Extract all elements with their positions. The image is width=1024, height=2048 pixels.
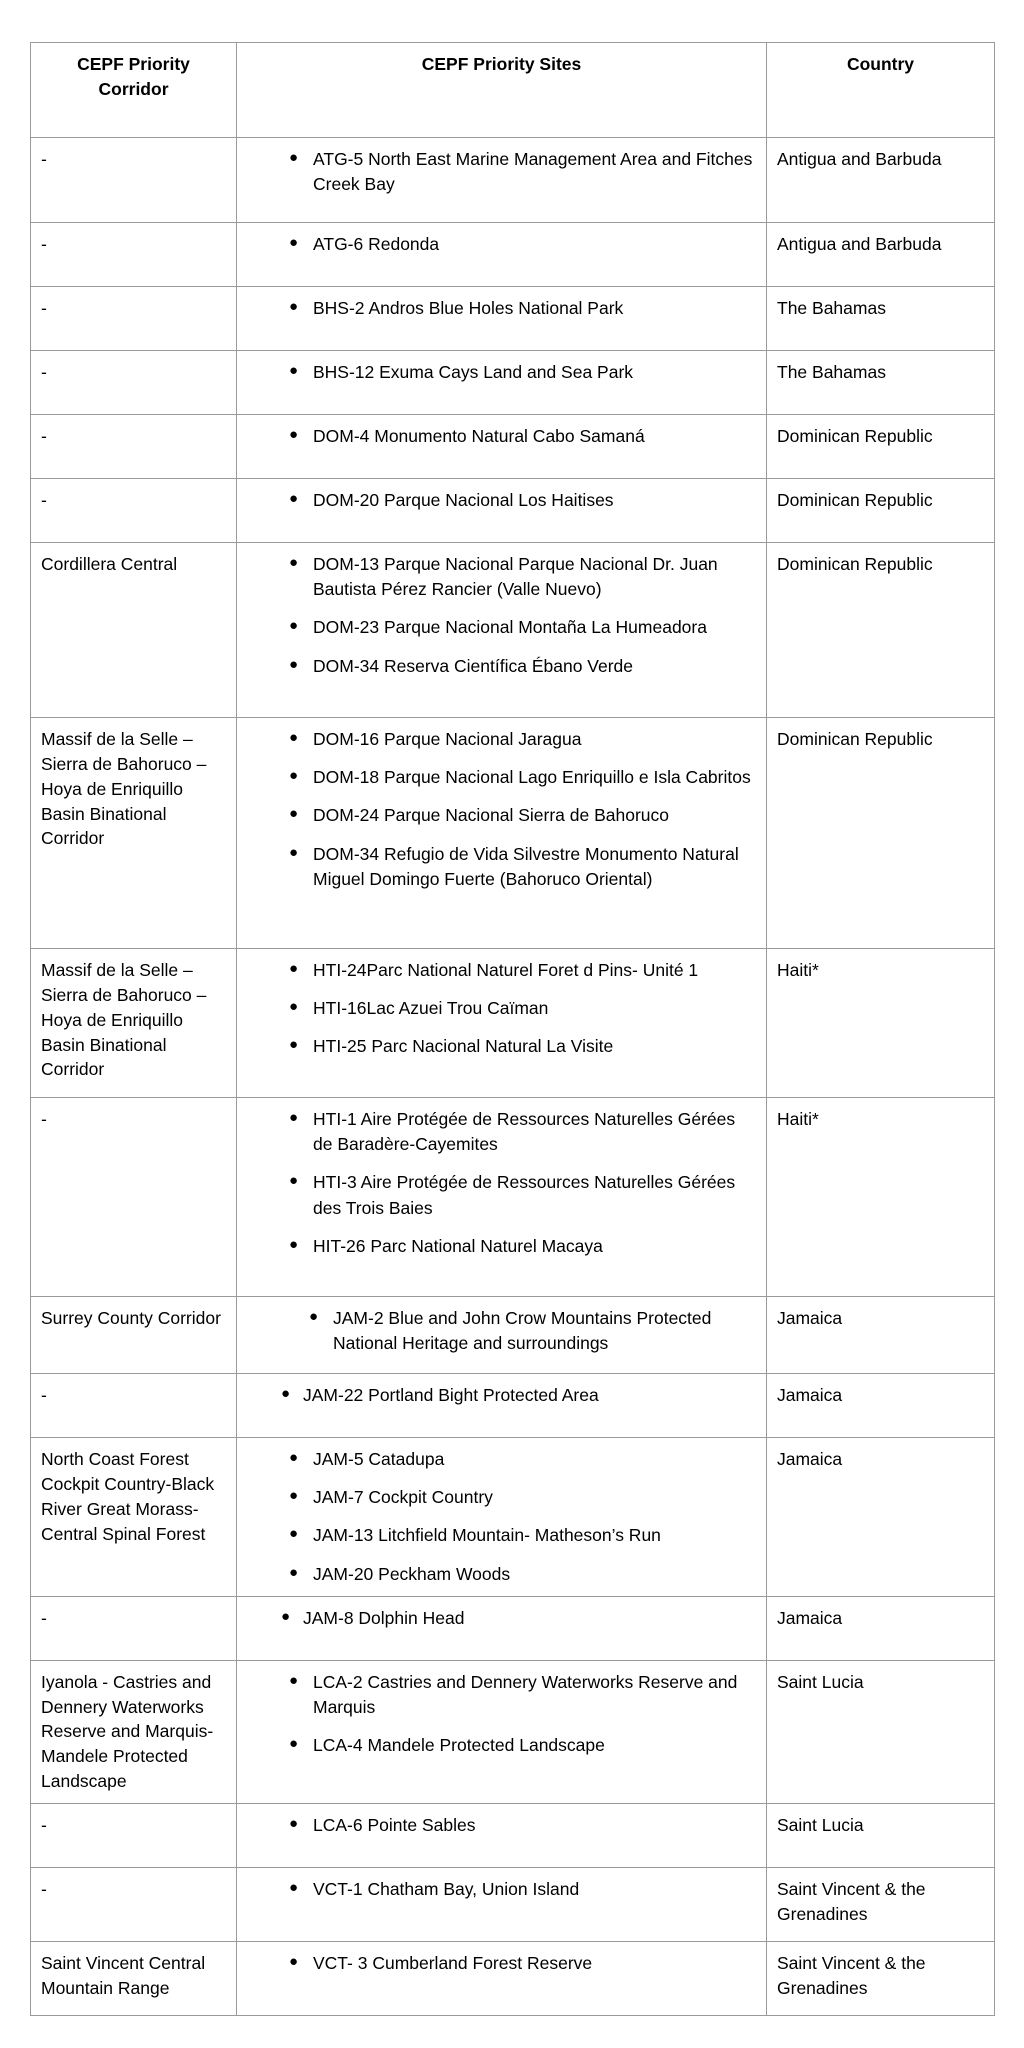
site-list [247, 1107, 756, 1259]
site-label: JAM-5 Catadupa [313, 1449, 445, 1469]
bullet-icon: ● [289, 490, 299, 507]
table-row [31, 138, 995, 223]
table-row [31, 223, 995, 287]
column-header-country: Country [767, 43, 995, 138]
table-row [31, 1803, 995, 1867]
cell-sites [237, 1803, 767, 1867]
cell-country: Haiti* [767, 1098, 995, 1297]
bullet-icon: ● [289, 426, 299, 443]
site-list-item [247, 1170, 756, 1220]
bullet-icon: ● [289, 617, 299, 635]
site-label: DOM-34 Reserva Científica Ébano Verde [313, 655, 634, 676]
bullet-icon: ● [289, 998, 299, 1016]
site-list-item [247, 615, 756, 640]
cell-country: Saint Vincent & the Grenadines [767, 1941, 995, 2015]
site-list-item [247, 1234, 756, 1259]
site-list-item [247, 1670, 756, 1720]
bullet-icon: ● [289, 1487, 299, 1505]
cell-corridor: Cordillera Central [31, 543, 237, 718]
bullet-icon: ● [289, 960, 299, 977]
bullet-icon: ● [289, 1172, 299, 1190]
cell-country: Saint Lucia [767, 1803, 995, 1867]
site-label: VCT- 3 Cumberland Forest Reserve [313, 1952, 593, 1973]
site-list-item [247, 1107, 756, 1157]
table-row [31, 1098, 995, 1297]
site-list-item [247, 1606, 756, 1631]
site-list [247, 1606, 756, 1631]
site-label: HTI-24Parc National Naturel Foret d Pins- Unité 1 [313, 960, 699, 980]
bullet-icon: ● [289, 362, 299, 379]
cell-sites [237, 223, 767, 287]
cell-country: Dominican Republic [767, 415, 995, 479]
site-list-item [247, 1951, 756, 1976]
bullet-icon: ● [289, 1563, 299, 1581]
site-list-item [247, 488, 756, 513]
site-label: HTI-16Lac Azuei Trou Caïman [313, 998, 549, 1019]
cell-corridor: North Coast Forest Cockpit Country-Black River Great Morass-Central Spinal Forest [31, 1438, 237, 1597]
site-list [247, 1306, 756, 1356]
cepf-priority-sites-table [30, 42, 995, 2016]
cell-corridor: - [31, 287, 237, 351]
site-list-item [247, 1383, 756, 1408]
cell-sites [237, 1297, 767, 1374]
table-row [31, 287, 995, 351]
bullet-icon: ● [289, 767, 299, 785]
site-list-item [247, 296, 756, 321]
site-list [247, 727, 756, 892]
cell-sites [237, 543, 767, 718]
cell-sites [237, 1867, 767, 1941]
cell-country: Antigua and Barbuda [767, 138, 995, 223]
cell-corridor: - [31, 1596, 237, 1660]
bullet-icon: ● [289, 655, 299, 673]
cell-corridor: Iyanola - Castries and Dennery Waterworks Reserve and Marquis-Mandele Protected Landscape [31, 1660, 237, 1803]
cell-sites [237, 1941, 767, 2015]
site-label: LCA-2 Castries and Dennery Waterworks Reserve and Marquis [313, 1671, 738, 1717]
bullet-icon: ● [289, 554, 299, 571]
table-row [31, 1297, 995, 1374]
cell-sites [237, 949, 767, 1098]
cell-country: Haiti* [767, 949, 995, 1098]
site-label: HTI-3 Aire Protégée de Ressources Naturelles Gérées des Trois Baies [313, 1172, 736, 1218]
cell-country: Antigua and Barbuda [767, 223, 995, 287]
site-label: DOM-13 Parque Nacional Parque Nacional Dr. Juan Bautista Pérez Rancier (Valle Nuevo) [313, 554, 718, 600]
site-list-item [247, 232, 756, 257]
site-list-item [247, 958, 756, 983]
table-row [31, 1867, 995, 1941]
site-label: JAM-8 Dolphin Head [303, 1607, 465, 1628]
site-list [247, 552, 756, 679]
site-list-item [247, 1877, 756, 1902]
cell-country: Dominican Republic [767, 718, 995, 949]
bullet-icon: ● [281, 1385, 291, 1402]
site-label: HTI-25 Parc Nacional Natural La Visite [313, 1036, 614, 1057]
site-label: DOM-34 Refugio de Vida Silvestre Monumento Natural Miguel Domingo Fuerte (Bahoruco Oriental) [313, 843, 739, 889]
cell-sites [237, 1438, 767, 1597]
site-list [247, 424, 756, 449]
cell-country: Jamaica [767, 1374, 995, 1438]
site-label: DOM-4 Monumento Natural Cabo Samaná [313, 426, 645, 446]
site-list-item [247, 1733, 756, 1758]
cell-corridor: - [31, 1867, 237, 1941]
site-list-item [247, 842, 756, 892]
site-label: HIT-26 Parc National Naturel Macaya [313, 1235, 603, 1256]
site-list-item [247, 1485, 756, 1510]
site-label: LCA-6 Pointe Sables [313, 1814, 476, 1835]
site-label: ATG-5 North East Marine Management Area and Fitches Creek Bay [313, 149, 753, 195]
site-list-item [247, 1306, 756, 1356]
cell-country: The Bahamas [767, 351, 995, 415]
cell-country: Jamaica [767, 1596, 995, 1660]
site-label: JAM-20 Peckham Woods [313, 1563, 511, 1584]
bullet-icon: ● [289, 1525, 299, 1543]
bullet-icon: ● [289, 729, 299, 746]
bullet-icon: ● [289, 1109, 299, 1126]
cell-country: Dominican Republic [767, 479, 995, 543]
site-list-item [247, 1034, 756, 1059]
cell-corridor: - [31, 1374, 237, 1438]
cell-corridor: - [31, 479, 237, 543]
cell-sites [237, 1374, 767, 1438]
site-label: DOM-18 Parque Nacional Lago Enriquillo e Isla Cabritos [313, 767, 751, 788]
site-list [247, 147, 756, 197]
cell-sites [237, 287, 767, 351]
site-list-item [247, 1813, 756, 1838]
cell-sites [237, 718, 767, 949]
bullet-icon: ● [289, 1814, 299, 1832]
cell-country: Jamaica [767, 1297, 995, 1374]
site-list [247, 360, 756, 385]
site-label: JAM-22 Portland Bight Protected Area [303, 1385, 599, 1405]
site-label: ATG-6 Redonda [313, 234, 440, 254]
site-list [247, 1813, 756, 1838]
site-label: VCT-1 Chatham Bay, Union Island [313, 1878, 580, 1899]
cell-corridor: Massif de la Selle – Sierra de Bahoruco – Hoya de Enriquillo Basin Binational Corridor [31, 718, 237, 949]
site-list [247, 1951, 756, 1976]
cell-country: Dominican Republic [767, 543, 995, 718]
bullet-icon: ● [289, 1671, 299, 1689]
site-label: LCA-4 Mandele Protected Landscape [313, 1735, 605, 1756]
table-row [31, 543, 995, 718]
cell-sites [237, 415, 767, 479]
cell-corridor: - [31, 415, 237, 479]
site-list [247, 232, 756, 257]
cell-corridor: - [31, 138, 237, 223]
bullet-icon: ● [289, 1235, 299, 1253]
site-label: BHS-2 Andros Blue Holes National Park [313, 298, 624, 318]
site-label: DOM-20 Parque Nacional Los Haitises [313, 490, 614, 510]
cell-sites [237, 479, 767, 543]
cell-corridor: - [31, 1098, 237, 1297]
site-list-item [247, 654, 756, 679]
cell-sites [237, 1660, 767, 1803]
table-row [31, 718, 995, 949]
bullet-icon: ● [289, 1449, 299, 1466]
table-row [31, 351, 995, 415]
site-list [247, 488, 756, 513]
bullet-icon: ● [289, 805, 299, 823]
column-header-sites: CEPF Priority Sites [237, 43, 767, 138]
site-label: BHS-12 Exuma Cays Land and Sea Park [313, 362, 634, 382]
site-list-item [247, 765, 756, 790]
bullet-icon: ● [289, 1952, 299, 1970]
bullet-icon: ● [289, 843, 299, 861]
table-header-row [31, 43, 995, 138]
cell-corridor: Saint Vincent Central Mountain Range [31, 1941, 237, 2015]
site-list-item [247, 1562, 756, 1587]
cell-country: Saint Vincent & the Grenadines [767, 1867, 995, 1941]
site-list [247, 1447, 756, 1587]
bullet-icon: ● [281, 1607, 291, 1625]
cell-country: Jamaica [767, 1438, 995, 1597]
table-row [31, 1374, 995, 1438]
cell-country: The Bahamas [767, 287, 995, 351]
site-list [247, 1877, 756, 1902]
table-header [31, 43, 995, 138]
site-list [247, 296, 756, 321]
bullet-icon: ● [309, 1308, 319, 1325]
site-list-item [247, 424, 756, 449]
table-row [31, 1660, 995, 1803]
site-label: DOM-23 Parque Nacional Montaña La Humeadora [313, 617, 707, 638]
site-list-item [247, 1523, 756, 1548]
bullet-icon: ● [289, 1036, 299, 1054]
bullet-icon: ● [289, 1878, 299, 1896]
site-label: JAM-2 Blue and John Crow Mountains Protected National Heritage and surroundings [333, 1308, 712, 1354]
cell-sites [237, 1098, 767, 1297]
cell-corridor: Surrey County Corridor [31, 1297, 237, 1374]
cell-corridor: - [31, 351, 237, 415]
table-row [31, 1438, 995, 1597]
site-label: DOM-16 Parque Nacional Jaragua [313, 729, 582, 749]
cell-sites [237, 138, 767, 223]
cell-sites [237, 1596, 767, 1660]
site-label: HTI-1 Aire Protégée de Ressources Naturelles Gérées de Baradère-Cayemites [313, 1109, 736, 1155]
site-list [247, 958, 756, 1060]
bullet-icon: ● [289, 1735, 299, 1753]
site-list-item [247, 996, 756, 1021]
site-list-item [247, 1447, 756, 1472]
table-row [31, 949, 995, 1098]
table-row [31, 1941, 995, 2015]
cell-corridor: Massif de la Selle – Sierra de Bahoruco – Hoya de Enriquillo Basin Binational Corridor [31, 949, 237, 1098]
site-list [247, 1670, 756, 1759]
site-list-item [247, 360, 756, 385]
site-list-item [247, 727, 756, 752]
table-body [31, 138, 995, 2016]
cell-corridor: - [31, 223, 237, 287]
cell-country: Saint Lucia [767, 1660, 995, 1803]
table-row [31, 479, 995, 543]
bullet-icon: ● [289, 149, 299, 166]
site-list-item [247, 147, 756, 197]
site-list-item [247, 803, 756, 828]
site-label: JAM-13 Litchfield Mountain- Matheson’s Run [313, 1525, 661, 1546]
table-row [31, 1596, 995, 1660]
site-label: JAM-7 Cockpit Country [313, 1487, 493, 1508]
site-label: DOM-24 Parque Nacional Sierra de Bahoruco [313, 805, 670, 826]
column-header-corridor: CEPF Priority Corridor [31, 43, 237, 138]
table-row [31, 415, 995, 479]
cell-sites [237, 351, 767, 415]
bullet-icon: ● [289, 298, 299, 315]
site-list-item [247, 552, 756, 602]
bullet-icon: ● [289, 234, 299, 251]
cell-corridor: - [31, 1803, 237, 1867]
site-list [247, 1383, 756, 1408]
